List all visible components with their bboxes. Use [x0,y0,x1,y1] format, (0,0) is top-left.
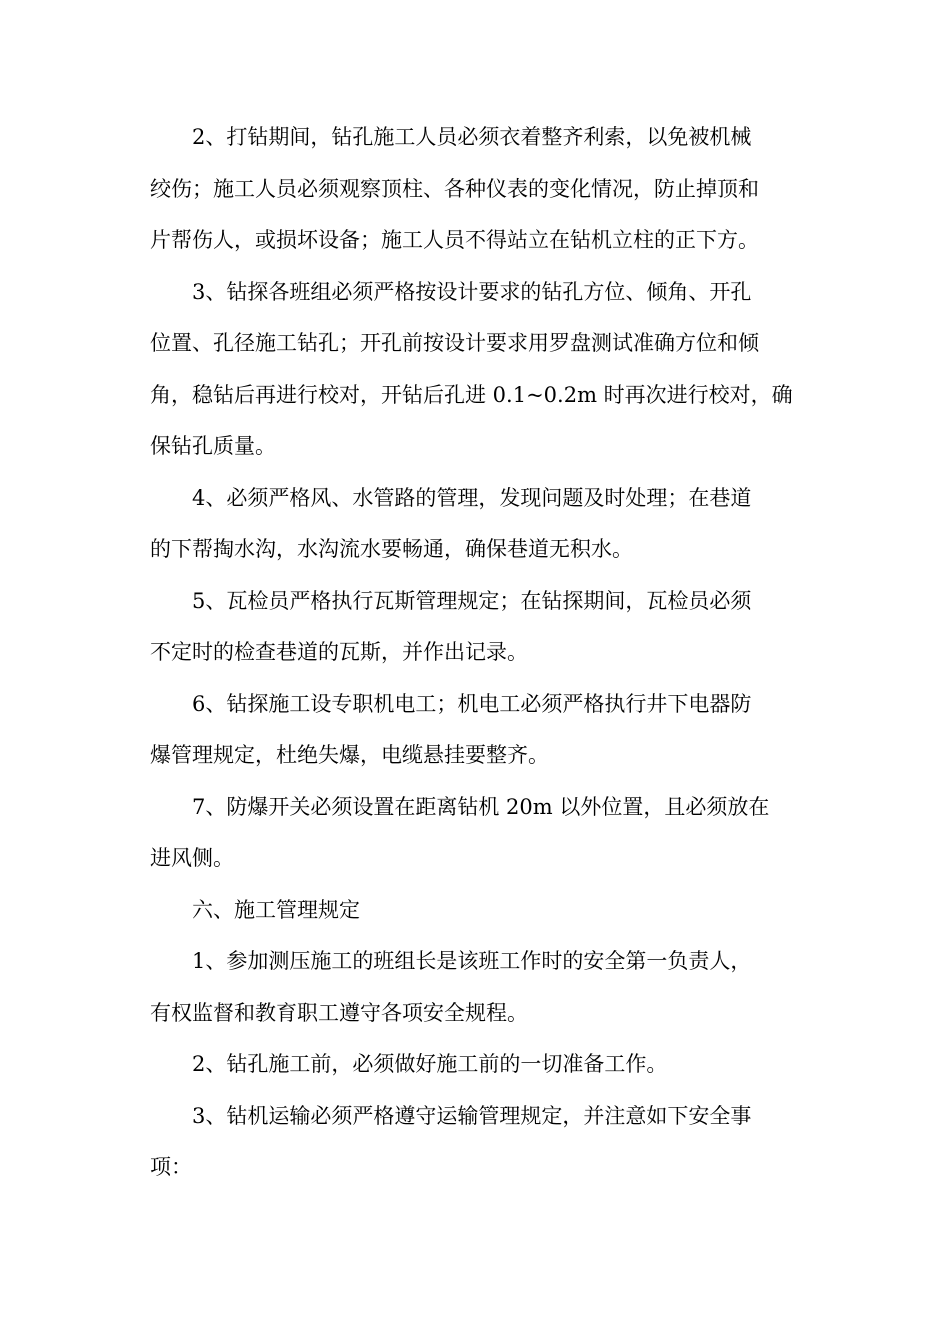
paragraph-electrician [150,679,805,782]
text-line: 项： [150,1155,192,1179]
section-heading-construction-rules [150,885,805,937]
text-line: 3、钻机运输必须严格遵守运输管理规定，并注意如下安全事 [192,1103,752,1128]
paragraph-team-leader [150,936,805,1039]
text-line: 的下帮掏水沟，水沟流水要畅通，确保巷道无积水。 [150,537,633,561]
text-line: 7、防爆开关必须设置在距离钻机 20m 以外位置，且必须放在 [192,794,770,819]
paragraph-pipeline-management [150,473,805,576]
paragraph-transport [150,1091,805,1194]
paragraph-gas-inspection [150,576,805,679]
text-line: 绞伤；施工人员必须观察顶柱、各种仪表的变化情况，防止掉顶和 [150,176,759,201]
section-heading: 六、施工管理规定 [192,897,360,922]
paragraph-drilling-direction [150,267,805,473]
text-line: 不定时的检查巷道的瓦斯，并作出记录。 [150,640,528,664]
text-line: 爆管理规定，杜绝失爆，电缆悬挂要整齐。 [150,743,549,767]
document-body [150,112,805,1194]
paragraph-drilling-attire [150,112,805,267]
paragraph-preparation [150,1039,805,1091]
text-line: 6、钻探施工设专职机电工；机电工必须严格执行井下电器防 [192,691,752,716]
text-line: 3、钻探各班组必须严格按设计要求的钻孔方位、倾角、开孔 [192,279,752,304]
text-line: 2、打钻期间，钻孔施工人员必须衣着整齐利索，以免被机械 [192,125,752,149]
text-line: 角，稳钻后再进行校对，开钻后孔进 0.1~0.2m 时再次进行校对，确 [150,382,793,407]
text-line: 保钻孔质量。 [150,434,276,458]
text-line: 片帮伤人，或损坏设备；施工人员不得站立在钻机立柱的正下方。 [150,228,759,252]
text-line: 进风侧。 [150,846,234,870]
text-line: 2、钻孔施工前，必须做好施工前的一切准备工作。 [192,1052,668,1076]
text-line: 有权监督和教育职工遵守各项安全规程。 [150,1000,528,1025]
text-line: 5、瓦检员严格执行瓦斯管理规定；在钻探期间，瓦检员必须 [192,588,752,613]
paragraph-explosion-proof-switch [150,782,805,885]
text-line: 位置、孔径施工钻孔；开孔前按设计要求用罗盘测试准确方位和倾 [150,331,759,355]
text-line: 1、参加测压施工的班组长是该班工作时的安全第一负责人， [192,949,752,973]
text-line: 4、必须严格风、水管路的管理，发现问题及时处理；在巷道 [192,485,752,510]
